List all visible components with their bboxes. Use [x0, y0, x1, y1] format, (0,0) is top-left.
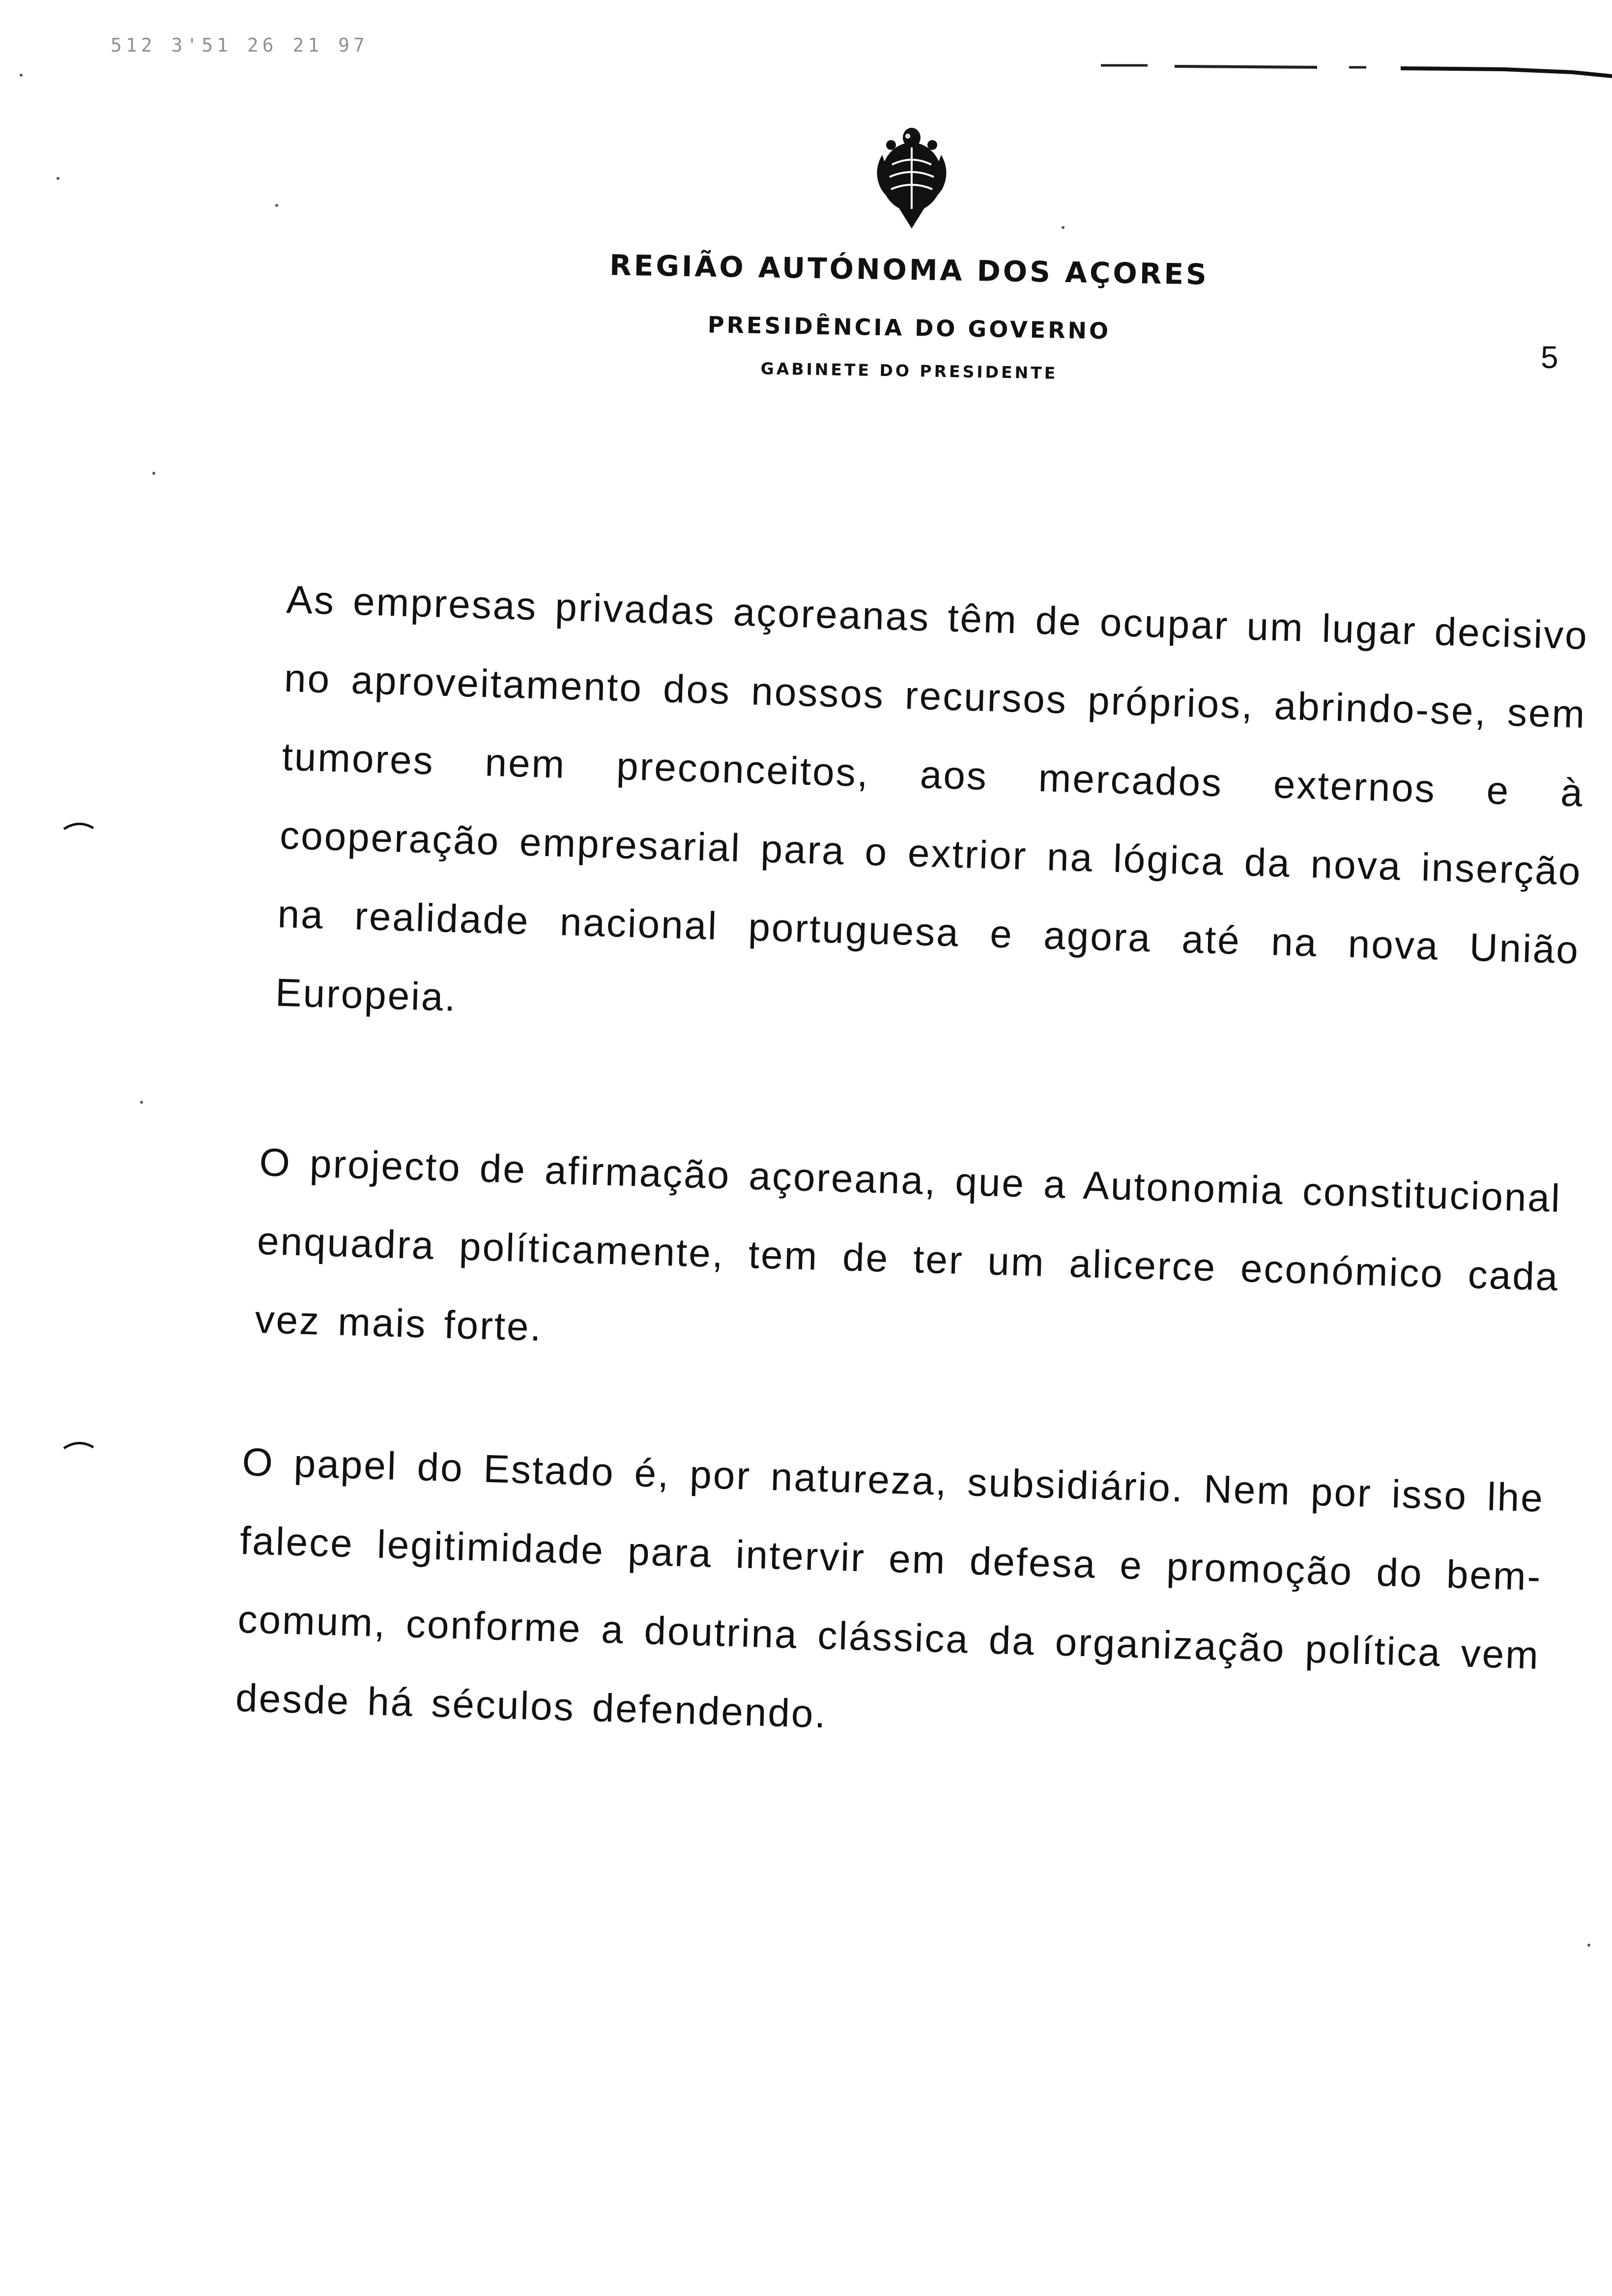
margin-hole-punch-mark	[61, 1437, 96, 1452]
scan-speck	[1587, 1944, 1590, 1947]
paragraph-private-companies: As empresas privadas açoreanas têm de ocupar um lugar decisivo no aproveitamento dos nossos recursos próprios, abrindo-se, sem tumores nem preconceitos, aos mercados externos e à cooperação empresarial para o extrior na lógica da nova inserção na realidade nacional portuguesa e agora até na nova União Europeia.	[275, 577, 1589, 1019]
scan-speck	[57, 177, 59, 180]
scan-speck	[152, 472, 155, 475]
scan-speck	[275, 204, 278, 207]
paragraph-azorean-project: O projecto de afirmação açoreana, que a Autonomia constitucional enquadra políticamente, tem de ter um alicerce económico cada vez mais forte.	[254, 1140, 1562, 1349]
letterhead-region-title: REGIÃO AUTÓNOMA DOS AÇORES	[609, 248, 1209, 291]
scan-speck	[1062, 226, 1065, 229]
paragraph-role-of-state: O papel do Estado é, por natureza, subsidiário. Nem por isso lhe falece legitimidade para intervir em defesa e promoção do bem-comum, conforme a doutrina clássica da organização política vem desde há séculos defendendo.	[235, 1439, 1545, 1736]
margin-hole-punch-mark	[61, 818, 96, 833]
fax-transmission-header: 512 3'51 26 21 97	[111, 34, 369, 56]
fax-edge-lines	[1101, 61, 1612, 81]
page-number: 5	[1541, 340, 1558, 375]
azores-eagle-emblem-icon	[863, 125, 961, 231]
scan-speck	[20, 74, 23, 77]
letterhead-cabinet: GABINETE DO PRESIDENTE	[760, 359, 1058, 383]
scan-speck	[140, 1101, 143, 1104]
letterhead-presidency: PRESIDÊNCIA DO GOVERNO	[707, 311, 1111, 344]
